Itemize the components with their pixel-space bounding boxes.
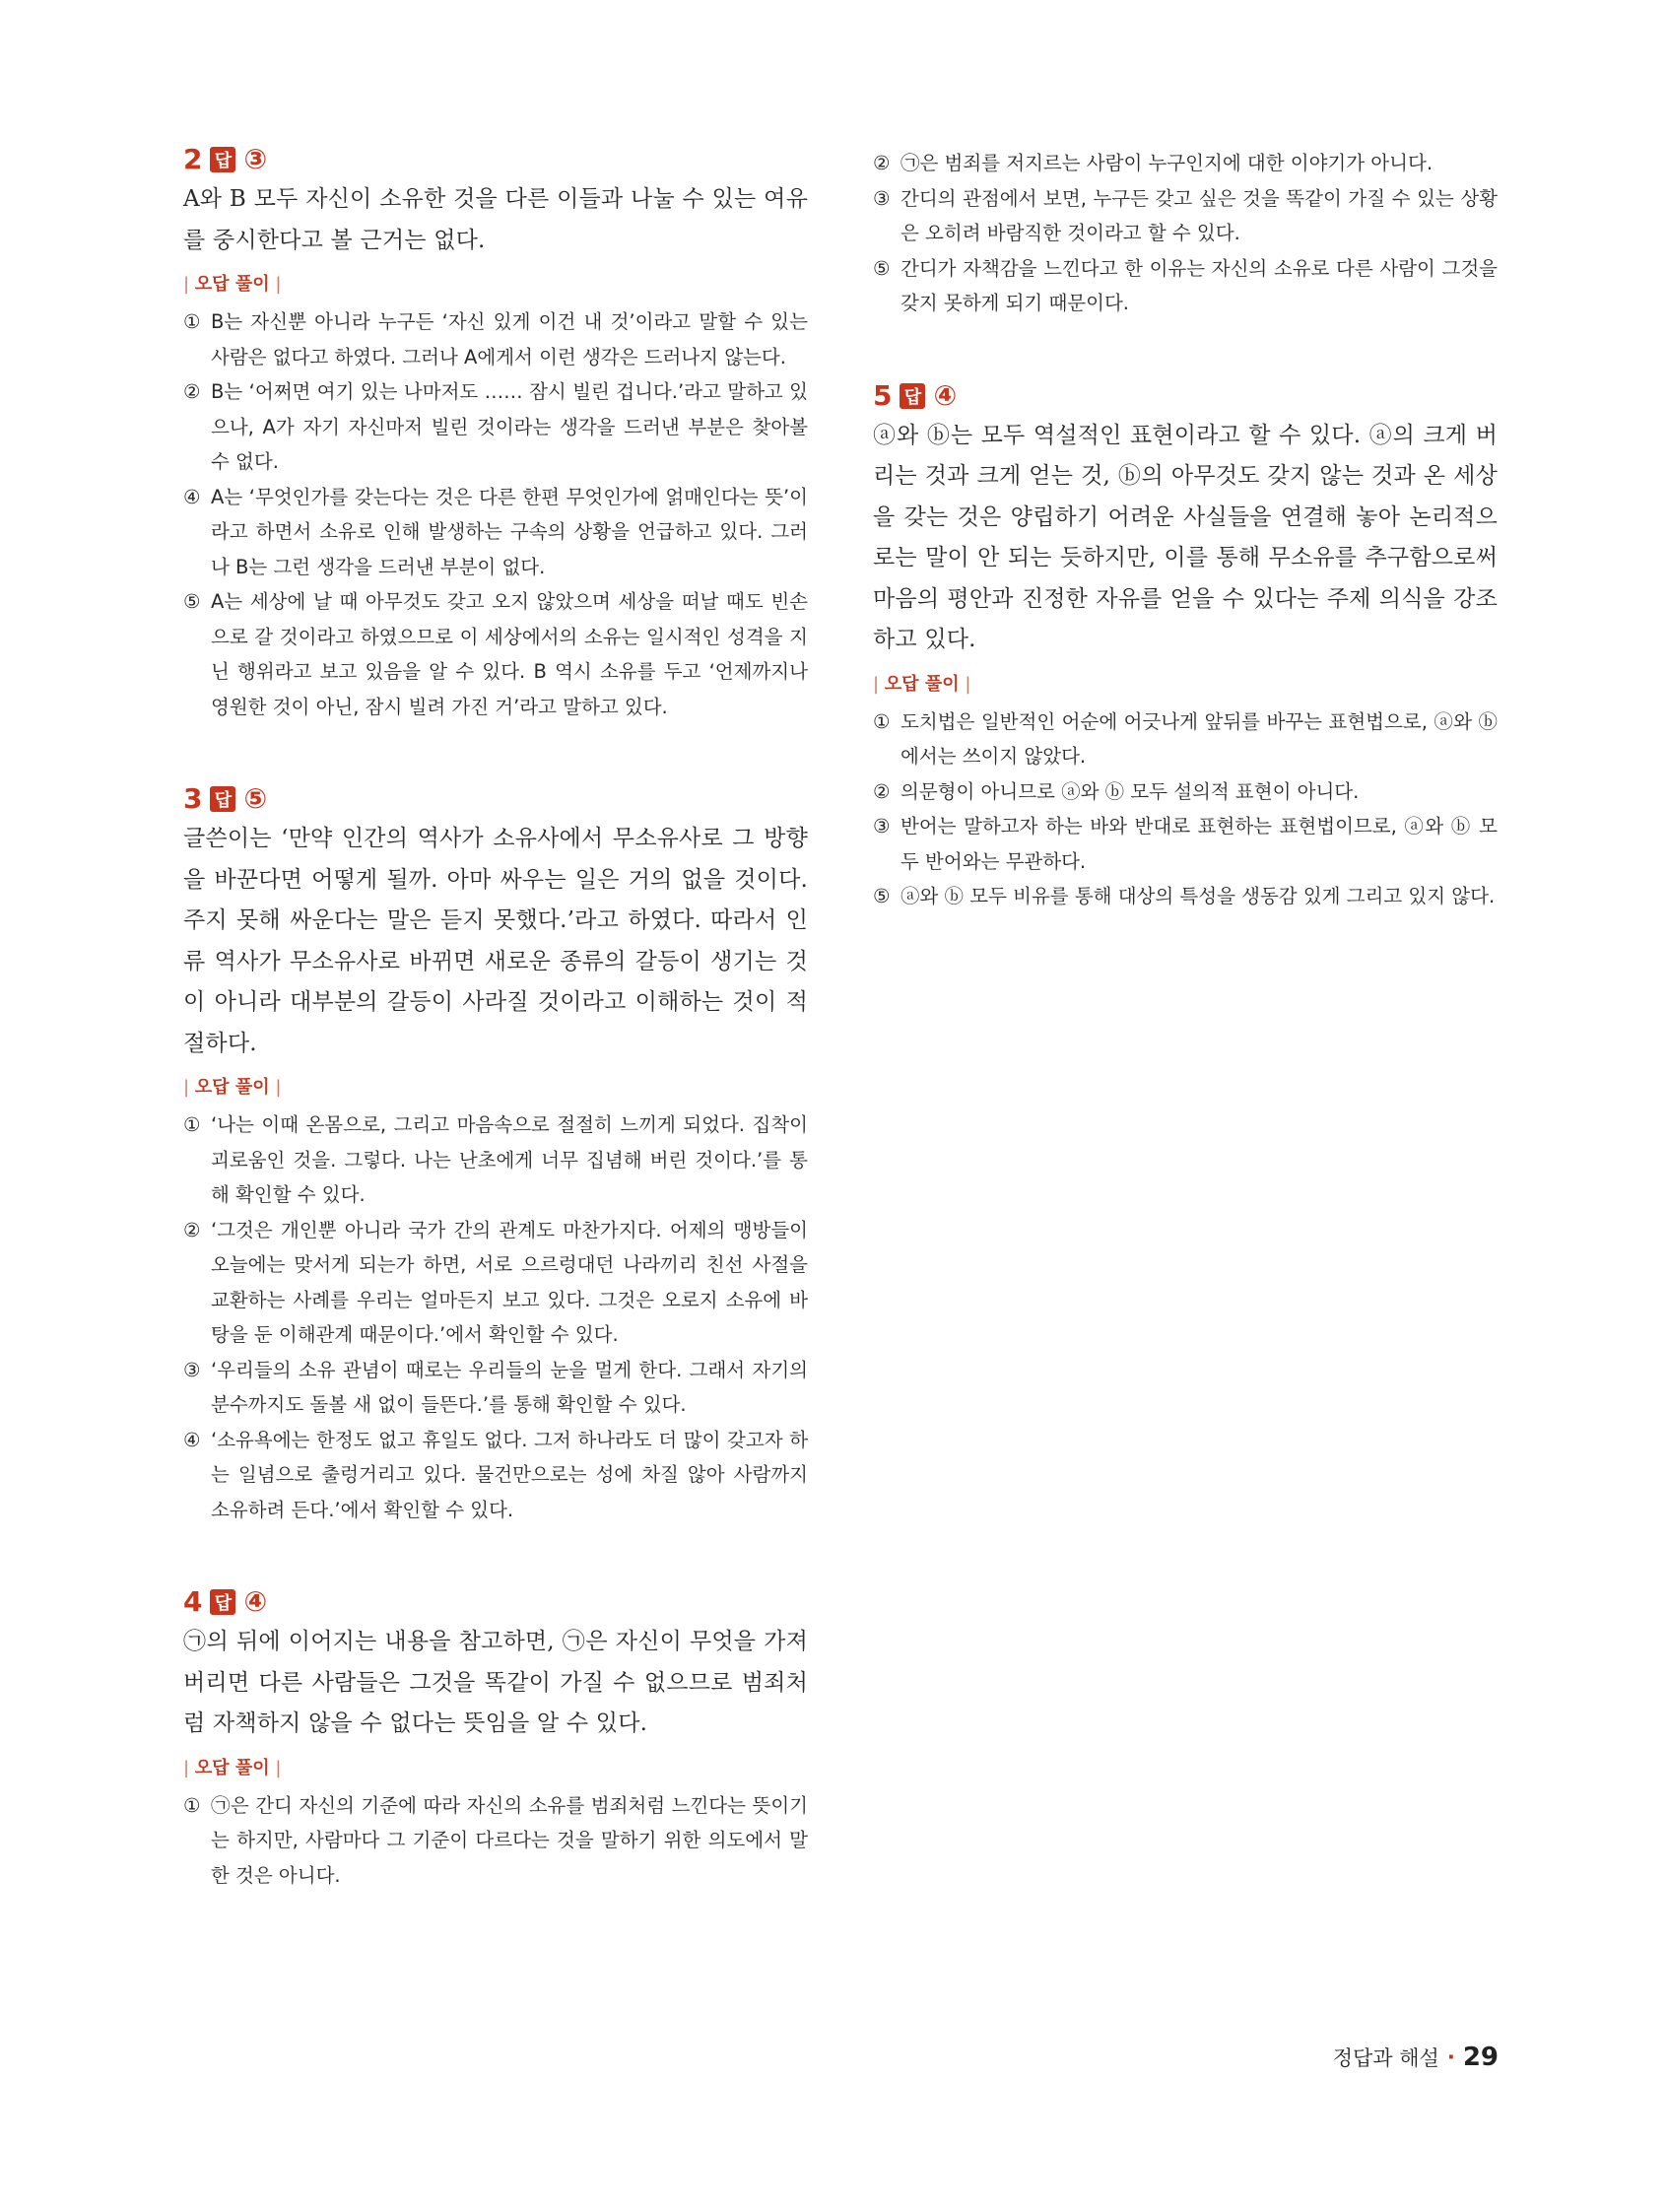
list-item [873,879,1498,914]
list-item [873,181,1498,251]
wrong-answer-label: 오답 풀이 [194,274,270,295]
footer-label: 정답과 해설 [1332,2046,1439,2070]
question-number: 5 [873,378,893,412]
option-text: ㉠은 간디 자신의 기준에 따라 자신의 소유를 범죄처럼 느낀다는 뜻이기는 하지만, 사람마다 그 기준이 다르다는 것을 말하기 위한 의도에서 말한 것은 아니다. [211,1793,808,1887]
question-5-header [873,378,1498,412]
answer-badge: 답 [210,147,235,172]
question-3 [183,782,808,1527]
option-marker: ③ [873,815,891,838]
option-text: ‘우리들의 소유 관념이 때로는 우리들의 눈을 멀게 한다. 그래서 자기의 분수까지도 돌볼 새 없이 들뜬다.’를 통해 확인할 수 있다. [211,1358,808,1416]
wrong-answer-label: 오답 풀이 [884,673,960,695]
option-text: 의문형이 아니므로 ⓐ와 ⓑ 모두 설의적 표현이 아니다. [901,779,1360,803]
option-marker: ② [183,380,201,403]
section-gap [183,724,808,785]
option-text: 도치법은 일반적인 어순에 어긋나게 앞뒤를 바꾸는 표현법으로, ⓐ와 ⓑ에서는 쓰이지 않았다. [901,709,1498,768]
option-marker: ⑤ [873,885,891,907]
question-2 [183,143,808,724]
right-column [873,146,1498,914]
option-text: ⓐ와 ⓑ 모두 비유를 통해 대상의 특성을 생동감 있게 그리고 있지 않다. [901,885,1496,907]
list-item [183,1213,808,1353]
answer-choice: ⑤ [243,782,268,815]
answer-badge: 답 [210,1589,235,1615]
option-text: ‘소유욕에는 한정도 없고 휴일도 없다. 그저 하나라도 더 많이 갖고자 하는 일념으로 출렁거리고 있다. 물건만으로는 성에 차질 않아 사람까지 소유하려 든다.’에서 확인할 수 있다. [211,1428,808,1521]
option-text: ‘그것은 개인뿐 아니라 국가 간의 관계도 마찬가지다. 어제의 맹방들이 오늘에는 맞서게 되는가 하면, 서로 으르렁대던 나라끼리 친선 사절을 교환하는 사례를 우리는 얼마든지 보고 있다. 그것은 오로지 소유에 바탕을 둔 이해관계 때문이다.’에서 확인할 수 있다. [211,1218,808,1346]
explanation-text: ⓐ와 ⓑ는 모두 역설적인 표현이라고 할 수 있다. ⓐ의 크게 버리는 것과 크게 얻는 것, ⓑ의 아무것도 갖지 않는 것과 온 세상을 갖는 것은 양립하기 어려운 사실들을 연결해 놓아 논리적으로는 말이 안 되는 듯하지만, 이를 통해 무소유를 추구함으로써 마음의 평안과 진정한 자유를 얻을 수 있다는 주제 의식을 강조하고 있다. [873,422,1498,652]
option-text: B는 ‘어쩌면 여기 있는 나마저도 …… 잠시 빌린 겁니다.’라고 말하고 있으나, A가 자기 자신마저 빌린 것이라는 생각을 드러낸 부분은 찾아볼 수 없다. [211,380,808,473]
option-marker: ② [873,779,891,803]
wrong-answer-list [183,1107,808,1527]
option-marker: ④ [183,485,201,508]
question-4 [183,1585,808,1893]
question-5 [873,378,1498,914]
option-text: ‘나는 이때 온몸으로, 그리고 마음속으로 절절히 느끼게 되었다. 집착이 괴로움인 것을. 그렇다. 나는 난초에게 너무 집념해 버린 것이다.’를 통해 확인할 수 있다. [211,1113,808,1206]
wrong-answer-heading: | 오답 풀이 | [183,274,282,295]
list-item [183,1423,808,1528]
option-marker: ③ [183,1358,201,1381]
list-item [873,146,1498,181]
footer-separator: · [1446,2045,1455,2069]
question-number: 3 [183,782,203,815]
question-number: 2 [183,143,203,175]
list-item [873,704,1498,774]
question-2-header [183,143,808,175]
option-marker: ③ [873,186,891,210]
list-item [183,304,808,374]
option-text: ㉠은 범죄를 저지르는 사람이 누구인지에 대한 이야기가 아니다. [901,152,1434,174]
option-text: A는 ‘무엇인가를 갖는다는 것은 다른 한편 무엇인가에 얽매인다는 뜻’이라고 하면서 소유로 인해 발생하는 구속의 상황을 언급하고 있다. 그러나 B는 그런 생각을 드러낸 부분이 없다. [211,485,808,578]
list-item [183,374,808,480]
page-footer [1333,2043,1499,2072]
answer-badge: 답 [210,786,235,812]
wrong-answer-list [873,704,1498,914]
option-marker: ④ [183,1428,201,1451]
list-item [183,584,808,724]
option-marker: ⑤ [183,590,201,613]
answer-choice: ③ [243,143,268,175]
question-3-header [183,782,808,815]
wrong-answer-label: 오답 풀이 [194,1077,270,1098]
option-text: B는 자신뿐 아니라 누구든 ‘자신 있게 이건 내 것’이라고 말할 수 있는 사람은 없다고 하였다. 그러나 A에게서 이런 생각은 드러나지 않는다. [211,310,808,369]
option-marker: ① [873,709,891,733]
answer-choice: ④ [243,1585,268,1618]
answer-badge: 답 [900,383,925,409]
wrong-answer-heading: | 오답 풀이 | [183,1757,282,1778]
list-item [183,1353,808,1423]
option-marker: ② [183,1218,201,1241]
answer-choice: ④ [933,378,958,412]
list-item [873,809,1498,879]
option-text: 간디의 관점에서 보면, 누구든 갖고 싶은 것을 똑같이 가질 수 있는 상황은 오히려 바람직한 것이라고 할 수 있다. [901,186,1498,244]
list-item [873,774,1498,810]
option-text: A는 세상에 날 때 아무것도 갖고 오지 않았으며 세상을 떠날 때도 빈손으로 갈 것이라고 하였으므로 이 세상에서의 소유는 일시적인 성격을 지닌 행위라고 보고 있음을 알 수 있다. B 역시 소유를 두고 ‘언제까지나 영원한 것이 아닌, 잠시 빌려 가진 거’라고 말하고 있다. [211,590,808,718]
option-marker: ⑤ [873,256,891,280]
option-text: 간디가 자책감을 느낀다고 한 이유는 자신의 소유로 다른 사람이 그것을 갖지 못하게 되기 때문이다. [901,256,1498,314]
wrong-answer-list [183,1788,808,1894]
option-marker: ① [183,310,201,333]
wrong-answer-list-continued [873,146,1498,321]
option-marker: ① [183,1113,201,1136]
list-item [873,251,1498,321]
list-item [183,1107,808,1213]
wrong-answer-heading: | 오답 풀이 | [183,1077,282,1098]
left-column [183,143,808,1893]
explanation-text: 글쓴이는 ‘만약 인간의 역사가 소유사에서 무소유사로 그 방향을 바꾼다면 어떻게 될까. 아마 싸우는 일은 거의 없을 것이다. 주지 못해 싸운다는 말은 듣지 못했다.’라고 하였다. 따라서 인류 역사가 무소유사로 바뀌면 새로운 종류의 갈등이 생기는 것이 아니라 대부분의 갈등이 사라질 것이라고 이해하는 것이 적절하다. [183,826,808,1056]
option-marker: ① [183,1793,201,1817]
explanation-text: A와 B 모두 자신이 소유한 것을 다른 이들과 나눌 수 있는 여유를 중시한다고 볼 근거는 없다. [183,186,808,253]
wrong-answer-list [183,304,808,724]
option-marker: ② [873,152,891,174]
wrong-answer-label: 오답 풀이 [194,1757,270,1778]
question-4-header [183,1585,808,1618]
wrong-answer-heading: | 오답 풀이 | [873,673,971,695]
section-gap [873,321,1498,382]
section-gap [183,1527,808,1588]
explanation-text: ㉠의 뒤에 이어지는 내용을 참고하면, ㉠은 자신이 무엇을 가져 버리면 다른 사람들은 그것을 똑같이 가질 수 없으므로 범죄처럼 자책하지 않을 수 없다는 뜻임을 알 수 있다. [183,1629,808,1736]
option-text: 반어는 말하고자 하는 바와 반대로 표현하는 표현법이므로, ⓐ와 ⓑ 모두 반어와는 무관하다. [901,815,1498,873]
list-item [183,1788,808,1894]
list-item [183,480,808,585]
page-number: 29 [1462,2043,1499,2072]
question-number: 4 [183,1585,203,1618]
